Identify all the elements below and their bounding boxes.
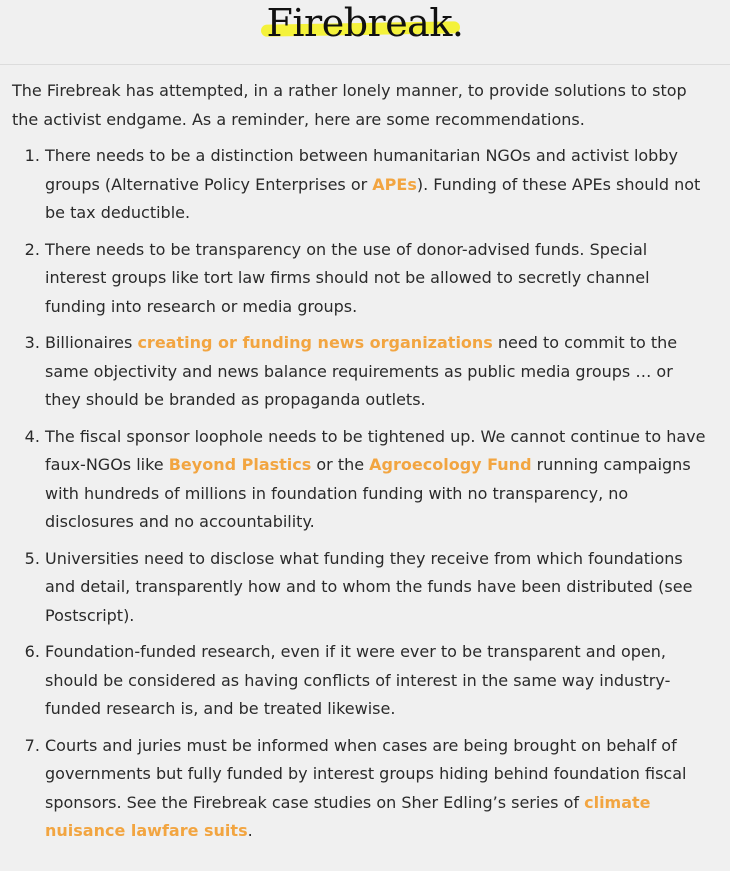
item-text: There needs to be a distinction between humanitarian NGOs and activist lobby groups (Alternative Policy Enterprises or — [45, 146, 678, 194]
item-text: running campaigns with hundreds of millions in foundation funding with no transparency, no disclosures and no accountability. — [45, 455, 691, 531]
item-text: Foundation-funded research, even if it were ever to be transparent and open, should be considered as having conflicts of interest in the same way industry-funded research is, and be treated likewise. — [45, 642, 671, 718]
recommendation-item — [45, 545, 712, 631]
item-text: Universities need to disclose what funding they receive from which foundations and detail, transparently how and to whom the funds have been distributed (see Postscript). — [45, 548, 693, 625]
recommendation-item — [45, 638, 712, 724]
item-text: Billionaires — [45, 333, 138, 352]
recommendation-item — [45, 142, 712, 228]
logo-wordmark[interactable] — [266, 1, 464, 45]
item-text: need to commit to the same objectivity and news balance requirements as public media groups … or they should be branded as propaganda outlets. — [45, 333, 678, 409]
site-header — [0, 0, 730, 65]
recommendations-list — [12, 142, 712, 846]
logo[interactable] — [0, 0, 730, 45]
item-text: ). Funding of these APEs should not be tax deductible. — [45, 174, 701, 222]
inline-link[interactable]: climate nuisance lawfare suits — [45, 792, 651, 840]
inline-link[interactable]: Beyond Plastics — [168, 455, 312, 474]
item-text: The fiscal sponsor loophole needs to be tightened up. We cannot continue to have faux-NGOs like — [45, 426, 706, 474]
item-text: or the — [311, 455, 370, 474]
inline-link[interactable]: Agroecology Fund — [369, 455, 532, 474]
inline-link[interactable]: creating or funding news organizations — [137, 333, 493, 352]
recommendation-item — [45, 329, 712, 415]
item-text: Courts and juries must be informed when cases are being brought on behalf of governments but fully funded by interest groups hiding behind foundation fiscal sponsors. See the Firebreak case studies on Sher Edling’s series of — [45, 735, 687, 812]
recommendation-item — [45, 732, 712, 846]
intro-paragraph: The Firebreak has attempted, in a rather lonely manner, to provide solutions to stop the activist endgame. As a reminder, here are some recommendations. — [12, 81, 687, 129]
logo-dot: . — [451, 1, 464, 45]
inline-link[interactable]: APEs — [372, 174, 417, 194]
item-text: . — [247, 821, 253, 840]
recommendation-item — [45, 423, 712, 537]
article-body — [0, 65, 730, 846]
logo-text: Firebreak — [266, 1, 452, 45]
recommendation-item — [45, 236, 712, 322]
item-text: There needs to be transparency on the use of donor-advised funds. Special interest groups like tort law firms should not be allowed to secretly channel funding into research or media groups. — [45, 239, 650, 316]
